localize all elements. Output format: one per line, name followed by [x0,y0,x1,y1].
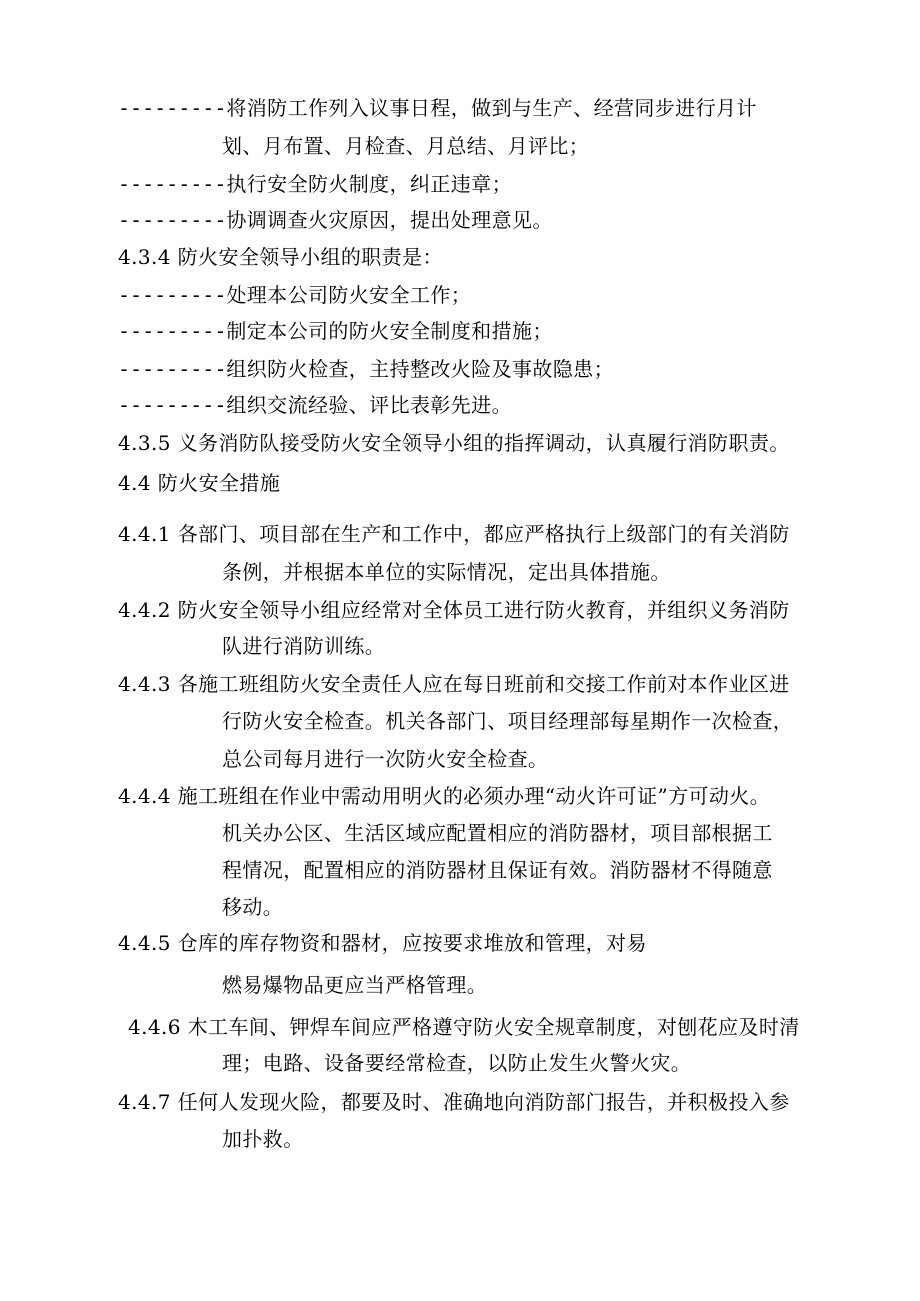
dash-prefix: --------- [118,319,227,343]
duty-line-4 [118,282,471,308]
line-text: 处理本公司防火安全工作； [226,283,472,307]
duty-line-7 [118,392,512,418]
dash-prefix: --------- [118,172,227,196]
section-4-4-3-line-1: 4.4.3 各施工班组防火安全责任人应在每日班前和交接工作前对本作业区进 [118,672,790,696]
duty-line-1-cont: 划、月布置、月检查、月总结、月评比； [222,134,590,158]
dash-prefix: --------- [118,96,227,120]
line-text: 制定本公司的防火安全制度和措施； [226,319,553,343]
line-text: 协调调查火灾原因，提出处理意见。 [226,208,553,232]
section-4-4-5-line-1: 4.4.5 仓库的库存物资和器材，应按要求堆放和管理，对易 [118,931,647,955]
section-4-4-7-line-2: 加扑救。 [222,1127,304,1151]
section-4-4-1-line-1: 4.4.1 各部门、项目部在生产和工作中，都应严格执行上级部门的有关消防 [118,522,790,546]
section-4-4-5-line-2: 燃易爆物品更应当严格管理。 [222,973,488,997]
line-text: 组织防火检查，主持整改火险及事故隐患； [226,357,614,381]
section-4-4-6-line-1: 4.4.6 木工车间、钾焊车间应严格遵守防火安全规章制度，对刨花应及时清 [128,1015,800,1039]
dash-prefix: --------- [118,208,227,232]
line-text: 将消防工作列入议事日程，做到与生产、经营同步进行月计 [226,96,757,120]
section-4-4-4-line-2: 机关办公区、生活区域应配置相应的消防器材，项目部根据工 [222,821,773,845]
duty-line-2 [118,171,512,197]
duty-line-6 [118,356,614,382]
dash-prefix: --------- [118,357,227,381]
line-text: 组织交流经验、评比表彰先进。 [226,393,512,417]
duty-line-3 [118,207,553,233]
section-4-4-3-line-3: 总公司每月进行一次防火安全检查。 [222,747,549,771]
dash-prefix: --------- [118,393,227,417]
section-4-4-4-line-1: 4.4.4 施工班组在作业中需动用明火的必须办理“动火许可证”方可动火。 [118,784,771,808]
section-4-4-heading: 4.4 防火安全措施 [118,471,281,495]
section-4-4-2-line-2: 队进行消防训练。 [222,634,386,658]
section-4-4-4-line-4: 移动。 [222,895,284,919]
section-4-4-4-line-3: 程情况，配置相应的消防器材且保证有效。消防器材不得随意 [222,858,773,882]
duty-line-5 [118,318,553,344]
duty-line-1 [118,95,757,121]
section-4-3-5-paragraph: 4.3.5 义务消防队接受防火安全领导小组的指挥调动，认真履行消防职责。 [118,431,790,455]
section-4-4-6-line-2: 理；电路、设备要经常检查，以防止发生火警火灾。 [222,1051,692,1075]
section-4-4-1-line-2: 条例，并根据本单位的实际情况，定出具体措施。 [222,560,671,584]
section-4-4-3-line-2: 行防火安全检查。机关各部门、项目经理部每星期作一次检查， [222,709,794,733]
section-4-4-2-line-1: 4.4.2 防火安全领导小组应经常对全体员工进行防火教育，并组织义务消防 [118,598,790,622]
line-text: 执行安全防火制度，纠正违章； [226,172,512,196]
dash-prefix: --------- [118,283,227,307]
section-4-4-7-line-1: 4.4.7 任何人发现火险，都要及时、准确地向消防部门报告，并积极投入参 [118,1090,790,1114]
section-4-3-4-heading: 4.3.4 防火安全领导小组的职责是： [118,245,443,269]
